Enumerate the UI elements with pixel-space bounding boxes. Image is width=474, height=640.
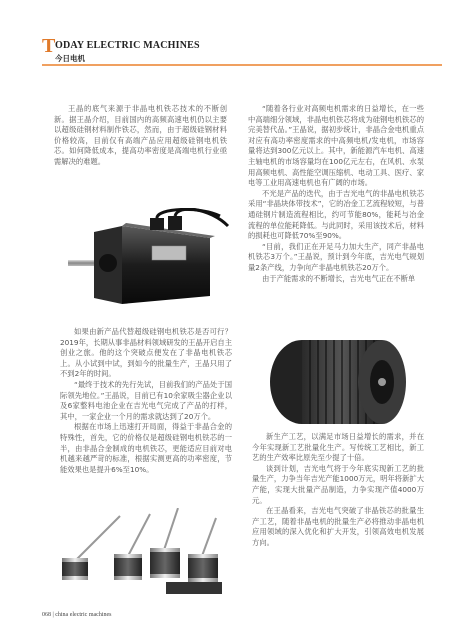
article-col1-mid	[60, 327, 232, 475]
header-initial-letter: T	[42, 35, 56, 57]
stator-motor-photo	[252, 336, 414, 428]
paragraph: 如果由新产品代替超级硅钢电机铁芯是否可行？2019年，长期从事非晶材料领域研发的王晶开启自主创业之旅。他的这个突破点便发在了非晶电机铁芯上。从小试到中试，到如今的批量生产，王晶只用了不到2年的时间。	[60, 327, 232, 379]
paragraph: 不光是产品的迭代，由于吉光电气的非晶电机铁芯采用“非晶块体带技术”，它的冶金工艺流程较短，与普通硅钢片制造流程相比，约可节能80%，能耗与冶金流程的单位能耗降低。与此同时，采用该技术后，材料的损耗也可降低70%至90%。	[248, 188, 424, 241]
paragraph: “目前，我们正在开足马力加大生产，同产非晶电机铁芯3万个。”王晶说，预计到今年底，吉光电气规划量2条产线，力争向产非晶电机铁芯20万个。	[248, 241, 424, 272]
article-col2-top	[248, 104, 424, 284]
paragraph: 王晶的底气来源于非晶电机铁芯技术的不断创新。据王晶介绍，目前国内的高频高速电机仍以主要以超级硅钢材料制作铁芯，然而，由于超级硅钢材料价格较高，目前仅有高端产品应用超级硅钢电机铁芯。如何降低成本，提高功率密度是高端电机行业亟需解决的难题。	[54, 104, 227, 166]
paragraph: 新生产工艺，以满足市场日益增长的需求，并在今年实现新工艺批量化生产。写传统工艺相比，新工艺的生产效率比原先至少提了十倍。	[252, 432, 424, 463]
stepper-motors-photo	[56, 508, 236, 602]
header-rule	[42, 64, 442, 66]
paragraph: 由于产能需求的不断增长，吉光电气正在不断单	[262, 273, 416, 283]
article-col1-top	[54, 104, 227, 168]
paragraph: 在王晶看来，吉光电气突破了非晶铁芯的批量生产工艺，随着非晶电机的批量生产必将推动非晶电机应用领域的深入优化和扩大开发，引领高效电机发展方向。	[252, 506, 424, 547]
header-subtitle: 今日电机	[55, 54, 85, 63]
page-header	[42, 36, 442, 76]
servo-motor-photo	[60, 208, 230, 320]
paragraph: 根据在市场上迅速打开局面，得益于非晶合金的特殊性，首先，它的价格仅是超级硅钢电机铁芯的一半，由非晶合金制成的电机铁芯，更能适应目前对电机越来越严苛的标准，根据实测更高的功率密度，节能效果也是提升6%至10%。	[60, 422, 232, 474]
paragraph: 谈到计划，吉光电气将于今年底实现新工艺的批量生产，力争当年吉光产能1000万元，明年将新扩大产能，实现大批量产品制造，力争实现产值4000万元。	[252, 463, 424, 505]
article-col2-mid	[252, 432, 424, 549]
page-footer: 068 | china electric machines	[42, 612, 112, 618]
paragraph: “随着各行业对高频电机需求的日益增长，在一些中高端细分领域，非晶电机铁芯将成为硅钢电机铁芯的完美替代品。”王晶说，据初步统计，非晶合金电机重点对应有高功率密度需求的中高频电机/发电机，市场容量将达到300亿元以上。其中，新能源汽车电机、高速主轴电机的市场容量均在100亿元左右，在风机、水泵用高频电机、高性能空调压缩机、电动工具、医疗、家电等工业用高速电机也有广阔的市场。	[248, 104, 424, 188]
header-title: ODAY ELECTRIC MACHINES	[55, 40, 200, 51]
paragraph: “最终于技术的先行先试，目前我们的产品处于国际领先地位。”王晶说，目前已有10余家吸尘器企业以及6家整料电池企业在吉光电气完成了产品的打样，其中，一家企业一个月的需求就达到了20万个。	[60, 379, 232, 421]
